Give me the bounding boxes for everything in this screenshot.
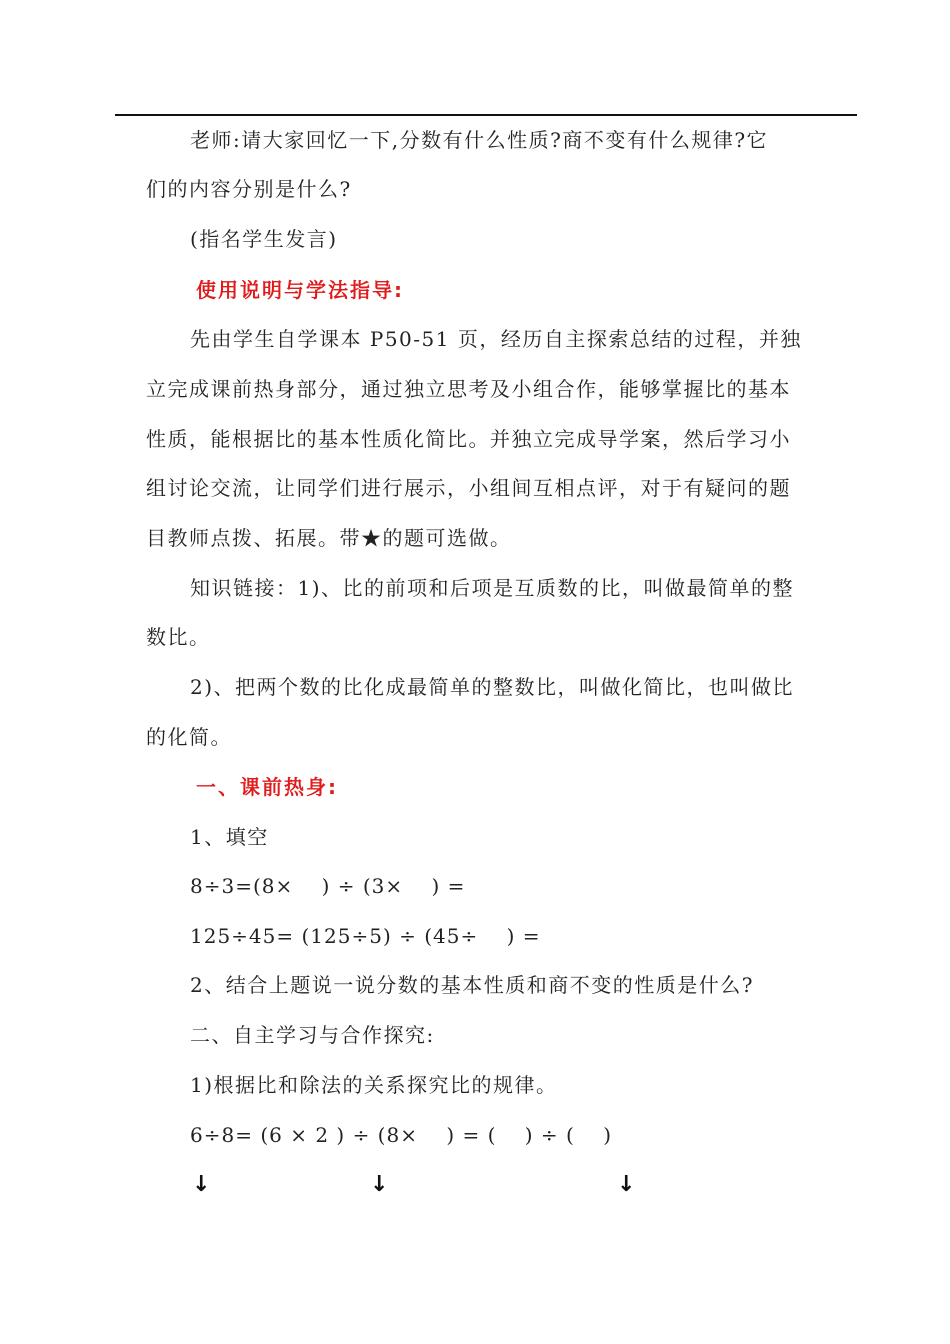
fill-blank-title: 1、填空	[190, 825, 269, 849]
question-2: 2、结合上题说一说分数的基本性质和商不变的性质是什么?	[190, 973, 754, 997]
knowledge-link-line-4: 的化简。	[146, 725, 232, 749]
guide-paragraph-line-2: 立完成课前热身部分，通过独立思考及小组合作，能够掌握比的基本	[146, 377, 791, 401]
warmup-heading: 一、课前热身:	[196, 775, 338, 799]
equation-3: 6÷8= (6 × 2 ) ÷ (8× ) = ( ) ÷ ( )	[190, 1123, 612, 1147]
down-arrow-icon: ↓	[370, 1172, 389, 1197]
down-arrow-icon: ↓	[192, 1172, 211, 1197]
knowledge-link-line-2: 数比。	[146, 625, 211, 649]
guide-paragraph-line-1: 先由学生自学课本 P50-51 页，经历自主探索总结的过程，并独	[190, 327, 802, 351]
teacher-question-line-1: 老师:请大家回忆一下,分数有什么性质?商不变有什么规律?它	[190, 128, 769, 152]
guide-paragraph-line-4: 组讨论交流，让同学们进行展示，小组间互相点评，对于有疑问的题	[146, 476, 791, 500]
guide-paragraph-line-5: 目教师点拨、拓展。带★的题可选做。	[146, 526, 512, 550]
guide-paragraph-line-3: 性质，能根据比的基本性质化简比。并独立完成导学案，然后学习小	[146, 427, 791, 451]
student-speak-note: (指名学生发言)	[190, 227, 338, 251]
equation-1: 8÷3=(8× ) ÷ (3× ) =	[190, 874, 466, 898]
explore-instruction: 1)根据比和除法的关系探究比的规律。	[190, 1073, 558, 1097]
knowledge-link-line-1: 知识链接：1)、比的前项和后项是互质数的比，叫做最简单的整	[190, 576, 795, 600]
teacher-question-line-2: 们的内容分别是什么?	[146, 177, 352, 201]
equation-2: 125÷45= (125÷5) ÷ (45÷ ) =	[190, 924, 541, 948]
down-arrow-icon: ↓	[617, 1172, 636, 1197]
section-2-heading: 二、自主学习与合作探究:	[190, 1023, 435, 1047]
header-rule	[115, 114, 857, 116]
usage-guide-heading: 使用说明与学法指导:	[196, 278, 404, 302]
knowledge-link-line-3: 2)、把两个数的比化成最简单的整数比，叫做化简比，也叫做比	[190, 675, 795, 699]
